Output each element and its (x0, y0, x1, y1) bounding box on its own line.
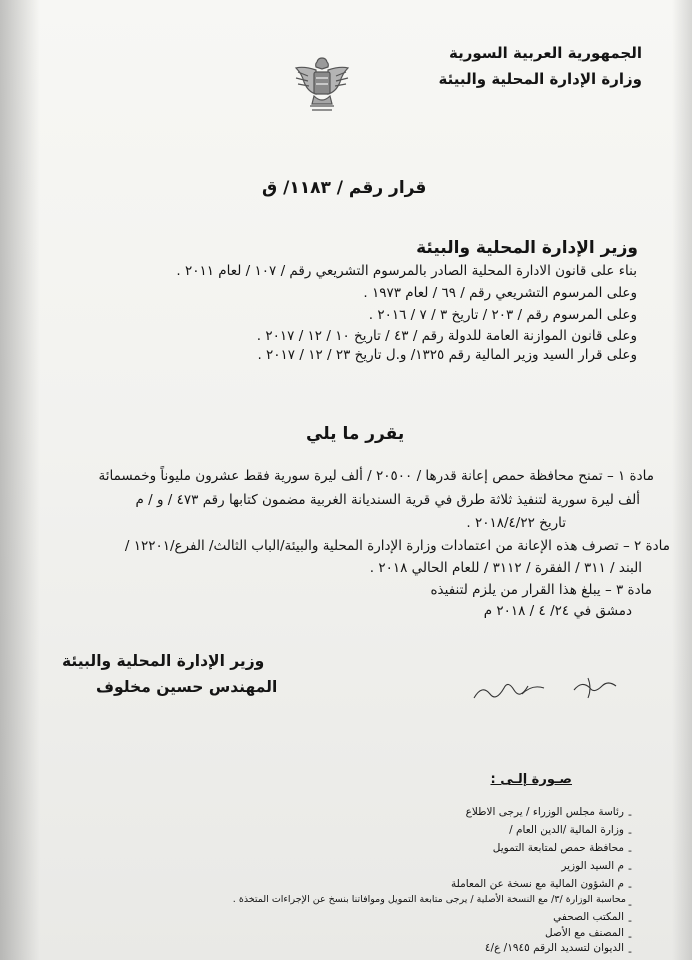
copy-item: المصنف مع الأصل (545, 927, 624, 939)
list-dash: - (628, 844, 632, 857)
handwritten-signature (470, 670, 630, 710)
decides-heading: يقرر ما يلي (306, 424, 405, 444)
minister-title: وزير الإدارة المحلية والبيئة (416, 238, 638, 258)
header-country: الجمهورية العربية السورية (449, 44, 642, 62)
copy-item: وزارة المالية /الدين العام / (509, 824, 624, 836)
basis-line: وعلى قرار السيد وزير المالية رقم ١٣٢٥/ و.ل تاريخ ٢٣ / ١٢ / ٢٠١٧ . (257, 347, 637, 363)
decision-number: قرار رقم / ١١٨٣/ ق (262, 178, 427, 198)
basis-line: وعلى قانون الموازنة العامة للدولة رقم / ٤٣ / تاريخ ١٠ / ١٢ / ٢٠١٧ . (256, 328, 637, 344)
list-dash: - (628, 862, 632, 875)
eagle-emblem-icon (292, 52, 352, 114)
copy-item: رئاسة مجلس الوزراء / يرجى الاطلاع (465, 806, 624, 818)
copy-item: الديوان لتسديد الرقم ١٩٤٥/ ع/٤ (484, 942, 624, 954)
basis-line: وعلى المرسوم رقم / ٢٠٣ / تاريخ ٣ / ٧ / ٢٠١٦ . (368, 307, 637, 323)
copy-item: المكتب الصحفي (553, 911, 624, 923)
header-ministry: وزارة الإدارة المحلية والبيئة (438, 70, 642, 88)
list-dash: - (628, 898, 632, 911)
signature-name: المهندس حسين مخلوف (96, 678, 278, 696)
list-dash: - (628, 930, 632, 943)
date-line: دمشق في ٢٤/ ٤ / ٢٠١٨ م (483, 603, 632, 619)
list-dash: - (628, 880, 632, 893)
copies-title: صـورة إلـى : (490, 772, 572, 787)
article-line: ألف ليرة سورية لتنفيذ ثلاثة طرق في قرية السنديانة الغربية مضمون كتابها رقم ٤٧٣ / و / م (135, 492, 640, 508)
page-shadow-right (672, 0, 692, 960)
copy-item: محافظة حمص لمتابعة التمويل (492, 842, 624, 854)
article-line: البند / ٣١١ / الفقرة / ٣١١٢ / للعام الحالي ٢٠١٨ . (369, 560, 642, 576)
copy-item: م الشؤون المالية مع نسخة عن المعاملة (451, 878, 624, 890)
article-line: تاريخ ٢٠١٨/٤/٢٢ . (466, 515, 566, 531)
list-dash: - (628, 826, 632, 839)
copy-item: محاسبة الوزارة /٣/ مع النسخة الأصلية / يرجى متابعة التمويل وموافاتنا بنسخ عن الإجراءات المتخذة . (232, 894, 626, 905)
list-dash: - (628, 808, 632, 821)
signature-title: وزير الإدارة المحلية والبيئة (62, 652, 265, 670)
list-dash: - (628, 914, 632, 927)
article-line: مادة ٢ – تصرف هذه الإعانة من اعتمادات وزارة الإدارة المحلية والبيئة/الباب الثالث/ الفرع/١٢٢٠١ / (124, 538, 670, 554)
article-line: مادة ٣ – يبلغ هذا القرار من يلزم لتنفيذه (430, 582, 652, 598)
copy-item: م السيد الوزير (561, 860, 624, 872)
page-shadow-left (0, 0, 40, 960)
basis-line: وعلى المرسوم التشريعي رقم / ٦٩ / لعام ١٩٧٣ . (363, 285, 637, 301)
article-line: مادة ١ – تمنح محافظة حمص إعانة قدرها / ٢٠٥٠٠ / ألف ليرة سورية فقط عشرون مليوناً وخمسمائة (98, 468, 654, 484)
list-dash: - (628, 945, 632, 958)
basis-line: بناء على قانون الادارة المحلية الصادر بالمرسوم التشريعي رقم / ١٠٧ / لعام ٢٠١١ . (176, 263, 637, 279)
